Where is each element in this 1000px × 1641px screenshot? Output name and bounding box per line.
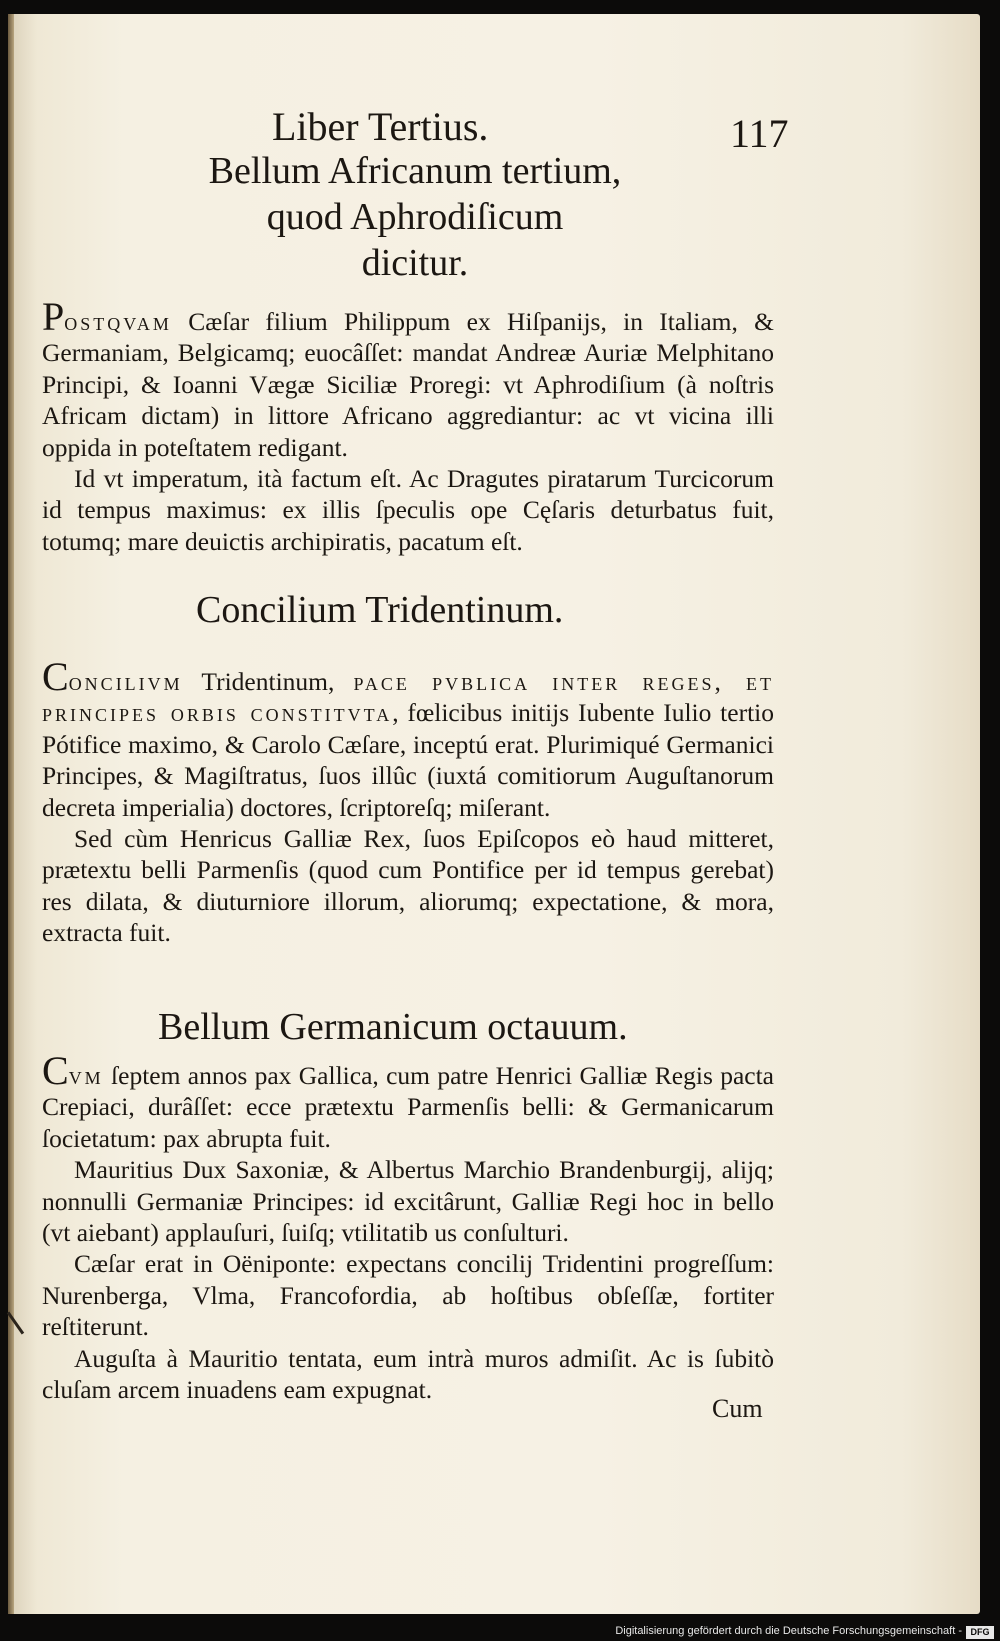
initial-letter: C [42, 654, 69, 699]
dfg-logo: DFG [966, 1626, 994, 1639]
paragraph-text: Cæſar filium Philippum ex Hiſpanijs, in Italiam, & Germaniam, Belgicamq; euocâſſet: mandat Andreæ Auriæ Melphitano Principi, & Ioanni Vægæ Siciliæ Proregi: vt Aphrodiſium (à noſtris Africam dictam) in littore Africano aggrediantur: ac vt vicina illi oppida in poteſtatem redigant. [42, 307, 774, 462]
paragraph-text: ſeptem annos pax Gallica, cum patre Henrici Galliæ Regis pacta Crepiaci, durâſſet: ecce prætextu Parmenſis belli: & Germanicarum ſocietatum: pax abrupta fuit. [42, 1061, 774, 1153]
paragraph-text: , fœlicibus initijs Iubente Iulio tertio Pótifice maximo, & Carolo Cæſare, inceptú erat. Plurimiqué Germanici Principes, & Magiſtratus, ſuos illûc (iuxtá comitiorum Auguſtanorum decreta imperialia) doctores, ſcriptoreſq; miſerant. [42, 698, 774, 822]
section-africanum [42, 294, 774, 557]
paragraph: Mauritius Dux Saxoniæ, & Albertus Marchio Brandenburgij, alijq; nonnulli Germaniæ Principes: id excitârunt, Galliæ Regi hoc in bello (vt aiebant) applauſuri, ſuiſq; vtilitatib us conſulturi. [42, 1155, 774, 1248]
lead-caps: pace pvblica inter reges, et principes orbis constitvta [42, 667, 774, 728]
paragraph [42, 294, 774, 463]
section-heading: Bellum Germanicum octauum. [158, 1006, 628, 1048]
running-head: Liber Tertius. [272, 104, 489, 149]
section-concilium [42, 654, 774, 949]
catchword: Cum [712, 1394, 763, 1423]
lead-caps: ostqvam [64, 307, 172, 336]
chapter-title-line-3: dicitur. [361, 242, 469, 284]
paragraph [42, 654, 774, 823]
paragraph-text: Tridentinum, [182, 667, 354, 696]
paragraph: Sed cùm Henricus Galliæ Rex, ſuos Epiſcopos eò haud mitteret, prætextu belli Parmenſis (quod cum Pontifice per id tempus gerebat) res dilata, & diuturniore illorum, aliorumq; expectatione, & mora, extracta fuit. [42, 824, 774, 948]
section-heading: Concilium Tridentinum. [196, 589, 564, 631]
lead-caps: vm [68, 1061, 104, 1090]
lead-caps: oncilivm [68, 667, 183, 696]
initial-letter: C [42, 1048, 69, 1093]
paragraph: Id vt imperatum, ità factum eſt. Ac Dragutes piratarum Turcicorum id tempus maximus: ex illis ſpeculis ope Cęſaris deturbatus fuit, totumq; mare deuictis archipiratis, pacatum eſt. [42, 464, 774, 556]
footer-credit: Digitalisierung gefördert durch die Deutsche Forschungsgemeinschaft - [615, 1625, 962, 1637]
paragraph [42, 1048, 774, 1154]
paragraph: Cæſar erat in Oëniponte: expectans concilij Tridentini progreſſum: Nurenberga, Vlma, Francofordia, ab hoſtibus obſeſſæ, fortiter reſtiterunt. [42, 1249, 774, 1342]
initial-letter: P [42, 294, 65, 339]
page-number: 117 [730, 111, 789, 156]
section-germanicum [42, 1048, 774, 1405]
chapter-title-line-1: Bellum Africanum tertium, [208, 150, 622, 192]
chapter-title [150, 148, 680, 286]
chapter-title-line-2: quod Aphrodiſicum [266, 196, 564, 238]
paragraph: Auguſta à Mauritio tentata, eum intrà muros admiſit. Ac is ſubitò cluſam arcem inuadens eam expugnat. [42, 1343, 774, 1405]
page-gutter [8, 14, 14, 1614]
